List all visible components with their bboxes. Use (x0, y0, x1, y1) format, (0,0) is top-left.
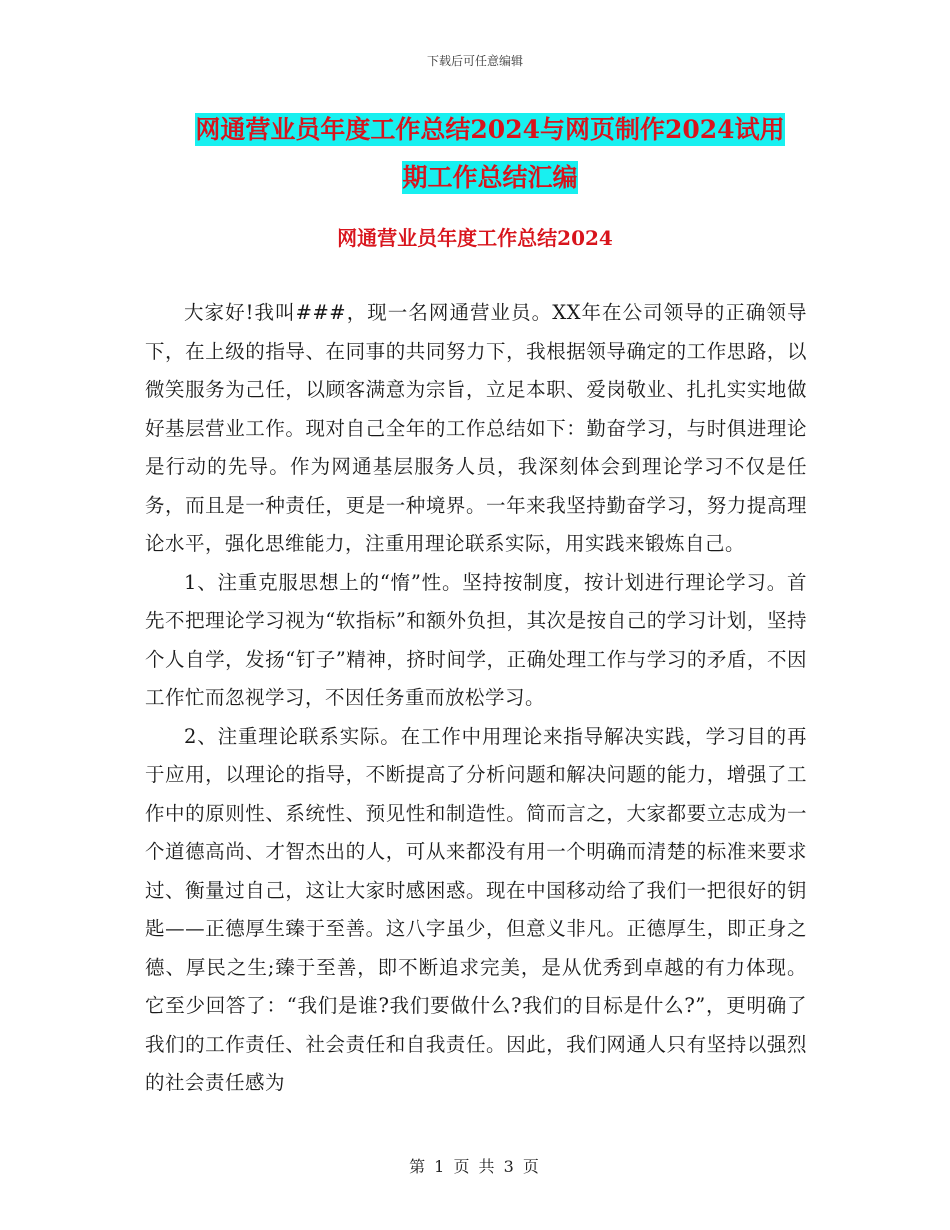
document-title-line-2: 期工作总结汇编 (402, 163, 578, 192)
paragraph: 2、注重理论联系实际。在工作中用理论来指导解决实践，学习目的再于应用，以理论的指导，不断提高了分析问题和解决问题的能力，增强了工作中的原则性、系统性、预见性和制造性。简而言之，大家都要立志成为一个道德高尚、才智杰出的人，可从来都没有用一个明确而清楚的标准来要求过、衡量过自己，这让大家时感困惑。现在中国移动给了我们一把很好的钥匙——正德厚生臻于至善。这八字虽少，但意义非凡。正德厚生，即正身之德、厚民之生;臻于至善，即不断追求完美，是从优秀到卓越的有力体现。它至少回答了：“我们是谁?我们要做什么?我们的目标是什么?”，更明确了我们的工作责任、社会责任和自我责任。因此，我们网通人只有坚持以强烈的社会责任感为 (145, 724, 807, 1094)
document-title (140, 106, 840, 202)
body-text (145, 294, 807, 1103)
page-number: 第 1 页 共 3 页 (409, 1157, 541, 1176)
paragraph: 大家好!我叫###，现一名网通营业员。XX年在公司领导的正确领导下，在上级的指导、在同事的共同努力下，我根据领导确定的工作思路，以微笑服务为己任，以顾客满意为宗旨，立足本职、爱岗敬业、扎扎实实地做好基层营业工作。现对自己全年的工作总结如下：勤奋学习，与时俱进理论是行动的先导。作为网通基层服务人员，我深刻体会到理论学习不仅是任务，而且是一种责任，更是一种境界。一年来我坚持勤奋学习，努力提高理论水平，强化思维能力，注重用理论联系实际，用实践来锻炼自己。 (145, 301, 807, 555)
header-note: 下载后可任意编辑 (426, 54, 523, 68)
document-title-line-1: 网通营业员年度工作总结2024与网页制作2024试用 (195, 115, 785, 144)
paragraph: 1、注重克服思想上的“惰”性。坚持按制度，按计划进行理论学习。首先不把理论学习视为“软指标”和额外负担，其次是按自己的学习计划，坚持个人自学，发扬“钉子”精神，挤时间学，正确处理工作与学习的矛盾，不因工作忙而忽视学习，不因任务重而放松学习。 (145, 570, 807, 709)
section-heading: 网通营业员年度工作总结2024 (337, 226, 613, 250)
